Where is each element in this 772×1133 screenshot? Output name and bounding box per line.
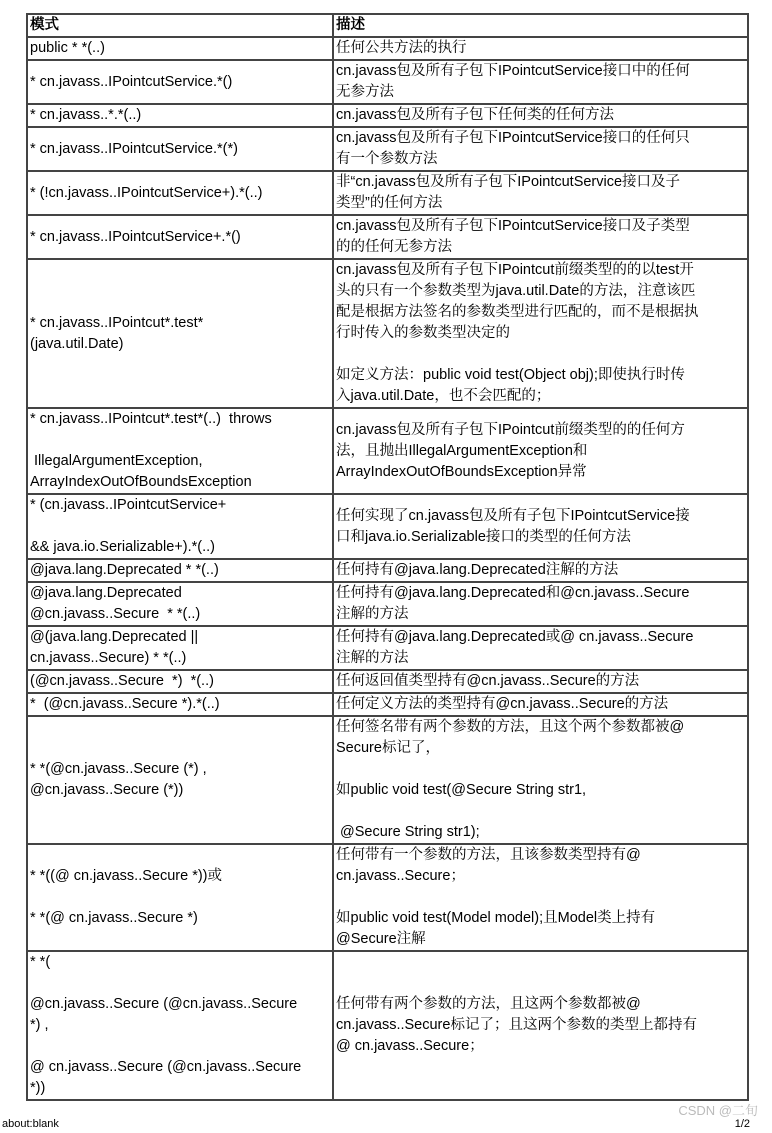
table-row	[27, 259, 748, 408]
description-cell: cn.javass包及所有子包下IPointcut前缀类型的的以test开 头的只有一个参数类型为java.util.Date的方法，注意该匹 配是根据方法签名的参数类型进行匹配的，而不是根据执 行时传入的参数类型决定的 如定义方法：public void test(Object obj);即使执行时传 入java.util.Date，也不会匹配的；	[333, 259, 748, 408]
pattern-cell: public * *(..)	[27, 37, 333, 60]
table-header-row	[27, 14, 748, 37]
table-row	[27, 716, 748, 844]
pattern-cell: @(java.lang.Deprecated || cn.javass..Secure) * *(..)	[27, 626, 333, 670]
table-row	[27, 104, 748, 127]
pattern-cell: * (cn.javass..IPointcutService+ && java.io.Serializable+).*(..)	[27, 494, 333, 559]
description-cell: 任何公共方法的执行	[333, 37, 748, 60]
page-footer	[0, 1118, 772, 1133]
table-row	[27, 626, 748, 670]
description-cell: cn.javass包及所有子包下任何类的任何方法	[333, 104, 748, 127]
pattern-cell: * cn.javass..*.*(..)	[27, 104, 333, 127]
description-cell: 任何带有两个参数的方法，且这两个参数都被@ cn.javass..Secure标记了；且这两个参数的类型上都持有 @ cn.javass..Secure；	[333, 951, 748, 1100]
table-row	[27, 408, 748, 494]
pointcut-pattern-table	[26, 13, 749, 1101]
description-cell: 非“cn.javass包及所有子包下IPointcutService接口及子 类型”的任何方法	[333, 171, 748, 215]
pattern-cell: * cn.javass..IPointcut*.test*(..) throws IllegalArgumentException, ArrayIndexOutOfBoundsException	[27, 408, 333, 494]
table-row	[27, 693, 748, 716]
table-row	[27, 559, 748, 582]
pattern-cell: * *( @cn.javass..Secure (@cn.javass..Secure *) , @ cn.javass..Secure (@cn.javass..Secure *))	[27, 951, 333, 1100]
description-cell: cn.javass包及所有子包下IPointcutService接口及子类型 的的任何无参方法	[333, 215, 748, 259]
table-row	[27, 582, 748, 626]
table-row	[27, 127, 748, 171]
description-cell: 任何带有一个参数的方法，且该参数类型持有@ cn.javass..Secure； 如public void test(Model model);且Model类上持有 @Secure注解	[333, 844, 748, 951]
header-pattern: 模式	[27, 14, 333, 37]
pattern-cell: * *(@cn.javass..Secure (*) , @cn.javass..Secure (*))	[27, 716, 333, 844]
description-cell: cn.javass包及所有子包下IPointcutService接口中的任何 无参方法	[333, 60, 748, 104]
pattern-cell: * *((@ cn.javass..Secure *))或 * *(@ cn.javass..Secure *)	[27, 844, 333, 951]
description-cell: 任何持有@java.lang.Deprecated注解的方法	[333, 559, 748, 582]
table-row	[27, 37, 748, 60]
table-row	[27, 494, 748, 559]
pattern-cell: * cn.javass..IPointcutService.*()	[27, 60, 333, 104]
table-row	[27, 844, 748, 951]
pattern-cell: @java.lang.Deprecated @cn.javass..Secure * *(..)	[27, 582, 333, 626]
pattern-cell: * (@cn.javass..Secure *).*(..)	[27, 693, 333, 716]
description-cell: 任何实现了cn.javass包及所有子包下IPointcutService接 口和java.io.Serializable接口的类型的任何方法	[333, 494, 748, 559]
footer-url: about:blank	[2, 1118, 59, 1130]
description-cell: 任何返回值类型持有@cn.javass..Secure的方法	[333, 670, 748, 693]
description-cell: cn.javass包及所有子包下IPointcutService接口的任何只 有一个参数方法	[333, 127, 748, 171]
pattern-cell: * cn.javass..IPointcutService+.*()	[27, 215, 333, 259]
description-cell: 任何定义方法的类型持有@cn.javass..Secure的方法	[333, 693, 748, 716]
header-description: 描述	[333, 14, 748, 37]
page-number: 1/2	[734, 1118, 750, 1130]
description-cell: 任何持有@java.lang.Deprecated或@ cn.javass..Secure 注解的方法	[333, 626, 748, 670]
pattern-cell: (@cn.javass..Secure *) *(..)	[27, 670, 333, 693]
table-row	[27, 171, 748, 215]
table-row	[27, 951, 748, 1100]
watermark: CSDN @二旬	[678, 1103, 758, 1118]
table-row	[27, 215, 748, 259]
description-cell: cn.javass包及所有子包下IPointcut前缀类型的的任何方 法，且抛出IllegalArgumentException和 ArrayIndexOutOfBoundsException异常	[333, 408, 748, 494]
pattern-cell: * cn.javass..IPointcut*.test* (java.util.Date)	[27, 259, 333, 408]
table-row	[27, 670, 748, 693]
description-cell: 任何持有@java.lang.Deprecated和@cn.javass..Secure 注解的方法	[333, 582, 748, 626]
pattern-cell: * cn.javass..IPointcutService.*(*)	[27, 127, 333, 171]
table-row	[27, 60, 748, 104]
description-cell: 任何签名带有两个参数的方法，且这个两个参数都被@ Secure标记了， 如public void test(@Secure String str1, @Secure String str1);	[333, 716, 748, 844]
pattern-cell: @java.lang.Deprecated * *(..)	[27, 559, 333, 582]
pattern-cell: * (!cn.javass..IPointcutService+).*(..)	[27, 171, 333, 215]
